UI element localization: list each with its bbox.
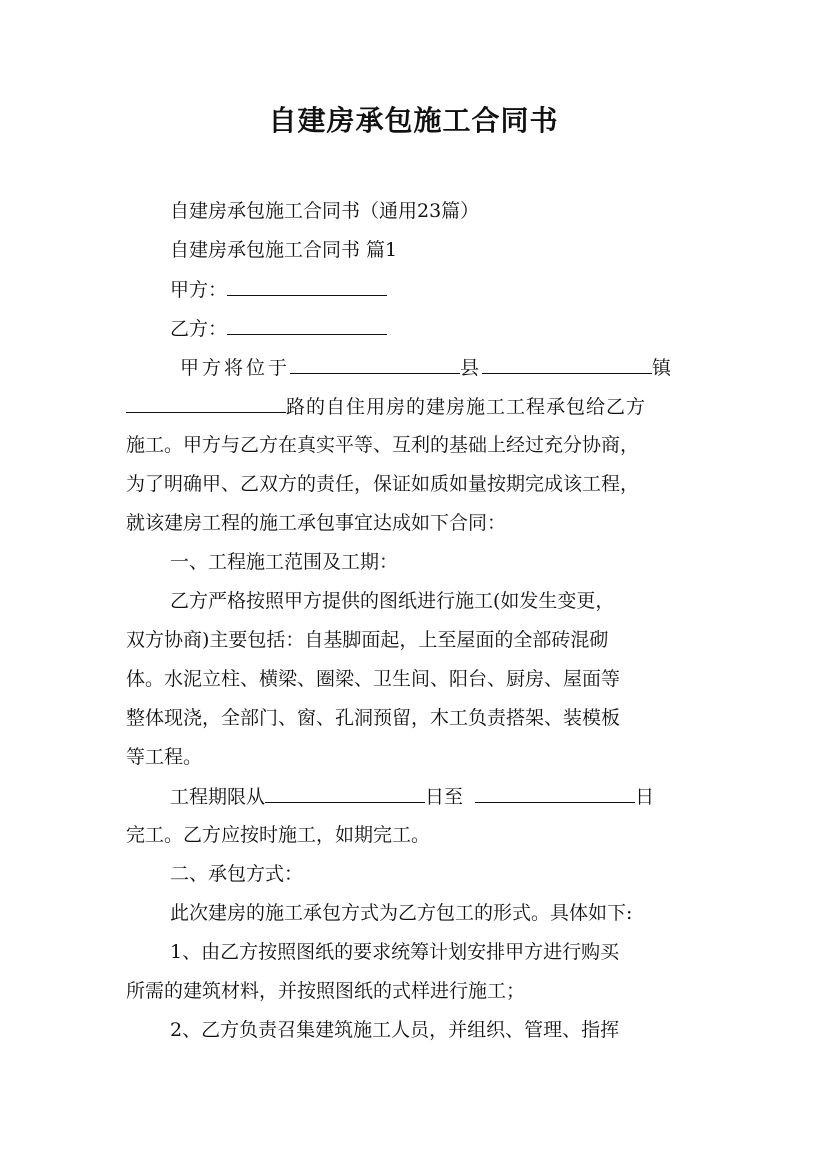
location-blank-2 [482, 354, 652, 374]
period-text-a: 工程期限从 [170, 786, 266, 808]
section1-line-4: 整体现浇，全部门、窗、孔洞预留，木工负责搭架、装模板 [126, 707, 621, 729]
period-text-c: 日 [635, 786, 655, 808]
section2-line-1: 此次建房的施工承包方式为乙方包工的形式。具体如下: [170, 902, 633, 924]
section2-item2-line-1: 2、乙方负责召集建筑施工人员，并组织、管理、指挥 [170, 1019, 620, 1041]
intro-line-3: 施工。甲方与乙方在真实平等、互利的基础上经过充分协商， [126, 434, 640, 456]
party-b-blank [227, 315, 387, 335]
intro-text-c: 镇 [652, 357, 675, 379]
section1-line-3: 体。水泥立柱、横梁、圈梁、卫生间、阳台、厨房、屋面等 [126, 668, 621, 690]
section1-line-1: 乙方严格按照甲方提供的图纸进行施工(如发生变更， [170, 590, 615, 612]
intro-line-1 [180, 354, 706, 381]
party-a-blank [227, 276, 387, 296]
chapter-heading: 自建房承包施工合同书 篇1 [170, 239, 398, 261]
document-title: 自建房承包施工合同书 [268, 104, 559, 137]
party-b-line [170, 315, 706, 342]
period-text-b: 日至 [425, 786, 464, 808]
party-b-label: 乙方： [170, 318, 228, 340]
section1-line-5: 等工程。 [126, 746, 203, 768]
intro-text-a: 甲方将位于 [180, 357, 291, 379]
intro-text-2: 路的自住用房的建房施工工程承包给乙方 [286, 396, 647, 418]
section2-item1-line-1: 1、由乙方按照图纸的要求统筹计划安排甲方进行购买 [170, 941, 620, 963]
intro-line-4: 为了明确甲、乙双方的责任，保证如质如量按期完成该工程， [126, 473, 640, 495]
section1-heading: 一、工程施工范围及工期： [170, 551, 399, 573]
section2-heading: 二、承包方式： [170, 863, 304, 885]
period-line [170, 783, 706, 810]
document-subtitle: 自建房承包施工合同书（通用23篇） [170, 200, 480, 222]
intro-line-5: 就该建房工程的施工承包事宜达成如下合同： [126, 512, 507, 534]
period-end-line: 完工。乙方应按时施工，如期完工。 [126, 824, 431, 846]
intro-text-b: 县 [460, 357, 483, 379]
period-end-blank [475, 783, 635, 803]
section2-item1-line-2: 所需的建筑材料，并按照图纸的式样进行施工； [126, 980, 526, 1002]
period-start-blank [265, 783, 425, 803]
location-blank-3 [126, 393, 286, 413]
location-blank-1 [290, 354, 460, 374]
party-a-label: 甲方： [170, 279, 228, 301]
intro-line-2 [126, 393, 706, 420]
party-a-line [170, 276, 706, 303]
section1-line-2: 双方协商)主要包括：自基脚面起，上至屋面的全部砖混砌 [126, 629, 609, 651]
